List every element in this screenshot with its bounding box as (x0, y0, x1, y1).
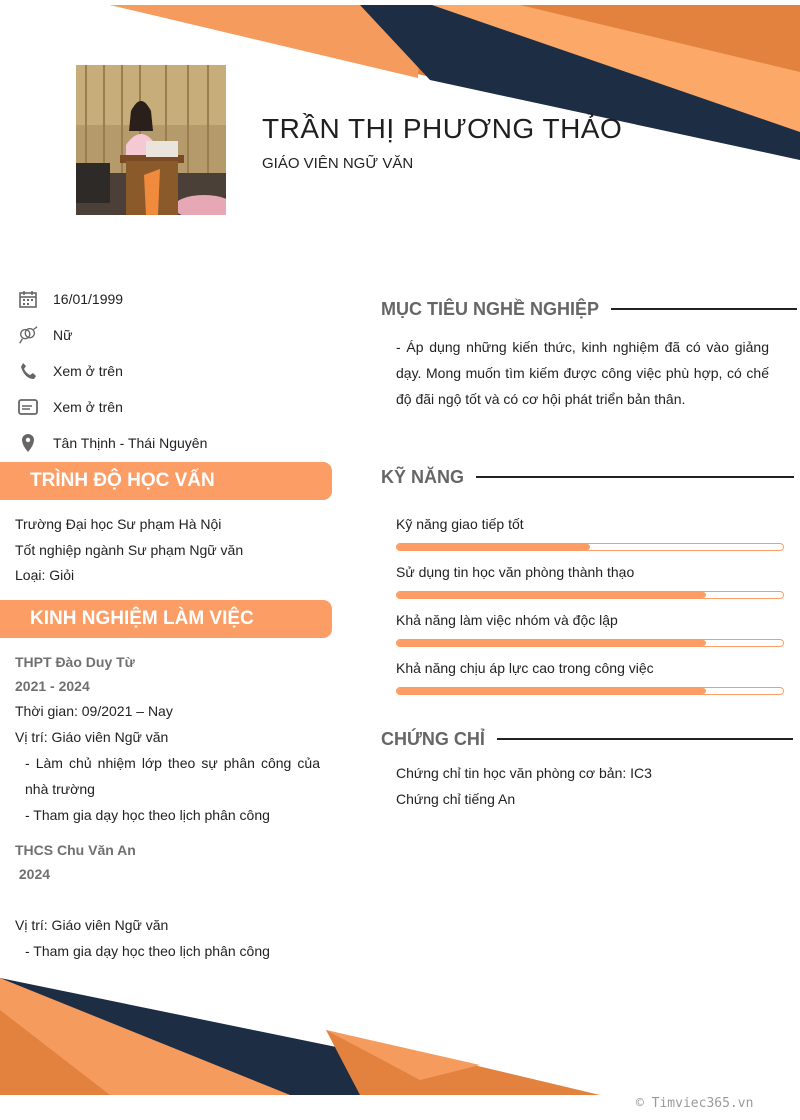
divider-line (611, 308, 797, 310)
job-organization: THPT Đào Duy Từ (15, 654, 135, 670)
divider-line (476, 476, 794, 478)
full-name: TRẦN THỊ PHƯƠNG THẢO (262, 113, 623, 144)
info-email: Xem ở trên (17, 389, 337, 425)
objective-header: MỤC TIÊU NGHỀ NGHIỆP (381, 297, 797, 321)
job-duty: - Tham gia dạy học theo lịch phân công (25, 807, 270, 823)
calendar-icon (17, 288, 39, 310)
divider-line (497, 738, 793, 740)
skill-bar (396, 591, 784, 599)
experience-header: KINH NGHIỆM LÀM VIỆC (0, 600, 332, 638)
skill-bar-fill (397, 688, 706, 694)
experience-content (15, 650, 320, 964)
location-pin-icon (17, 432, 39, 454)
info-phone: Xem ở trên (17, 353, 337, 389)
email-icon (17, 396, 39, 418)
skill-item (396, 516, 784, 532)
info-birthdate: 16/01/1999 (17, 281, 337, 317)
skill-bar (396, 543, 784, 551)
certificate-item: Chứng chỉ tiếng An (396, 791, 516, 807)
education-grade: Loại: Giỏi (15, 567, 75, 583)
job-title: GIÁO VIÊN NGỮ VĂN (262, 155, 414, 172)
objective-text: - Áp dụng những kiến thức, kinh nghiệm đã có vào giảng dạy. Mong muốn tìm kiếm được công việc phù hợp, có chế độ đãi ngộ tốt và có cơ hội phát triển bản thân. (396, 339, 769, 407)
skill-bar (396, 687, 784, 695)
skill-item (396, 612, 784, 628)
job-years: 2024 (15, 866, 51, 882)
phone-icon (17, 360, 39, 382)
skill-label: Sử dụng tin học văn phòng thành thạo (396, 564, 635, 580)
skill-bar-fill (397, 544, 590, 550)
job-duty: - Tham gia dạy học theo lịch phân công (25, 943, 270, 959)
skills-header: KỸ NĂNG (381, 465, 794, 489)
skill-bar-fill (397, 640, 706, 646)
skill-bar-fill (397, 592, 706, 598)
skill-label: Khả năng chịu áp lực cao trong công việc (396, 660, 654, 676)
education-major: Tốt nghiệp ngành Sư phạm Ngữ văn (15, 541, 244, 558)
certificate-item: Chứng chỉ tin học văn phòng cơ bản: IC3 (396, 765, 652, 781)
certificates-list (396, 760, 652, 812)
skill-item (396, 660, 784, 676)
skill-bar (396, 639, 784, 647)
job-period: Thời gian: 09/2021 – Nay (15, 703, 173, 719)
job-organization: THCS Chu Văn An (15, 842, 136, 858)
profile-photo (76, 65, 226, 215)
education-content (15, 512, 330, 589)
education-school: Trường Đại học Sư phạm Hà Nội (15, 516, 222, 532)
skill-label: Kỹ năng giao tiếp tốt (396, 516, 524, 532)
job-duty: - Làm chủ nhiệm lớp theo sự phân công của nhà trường (25, 755, 320, 797)
info-address: Tân Thịnh - Thái Nguyên (17, 425, 337, 461)
gender-icon (17, 324, 39, 346)
job-position: Vị trí: Giáo viên Ngữ văn (15, 729, 169, 745)
certificates-header: CHỨNG CHỈ (381, 727, 793, 751)
job-years: 2021 - 2024 (15, 678, 90, 694)
personal-info (17, 281, 337, 461)
watermark: © Timviec365.vn (636, 1096, 754, 1111)
job-position: Vị trí: Giáo viên Ngữ văn (15, 917, 169, 933)
education-header: TRÌNH ĐỘ HỌC VẤN (0, 462, 332, 500)
skill-label: Khả năng làm việc nhóm và độc lập (396, 612, 618, 628)
info-gender: Nữ (17, 317, 337, 353)
skill-item (396, 564, 784, 580)
